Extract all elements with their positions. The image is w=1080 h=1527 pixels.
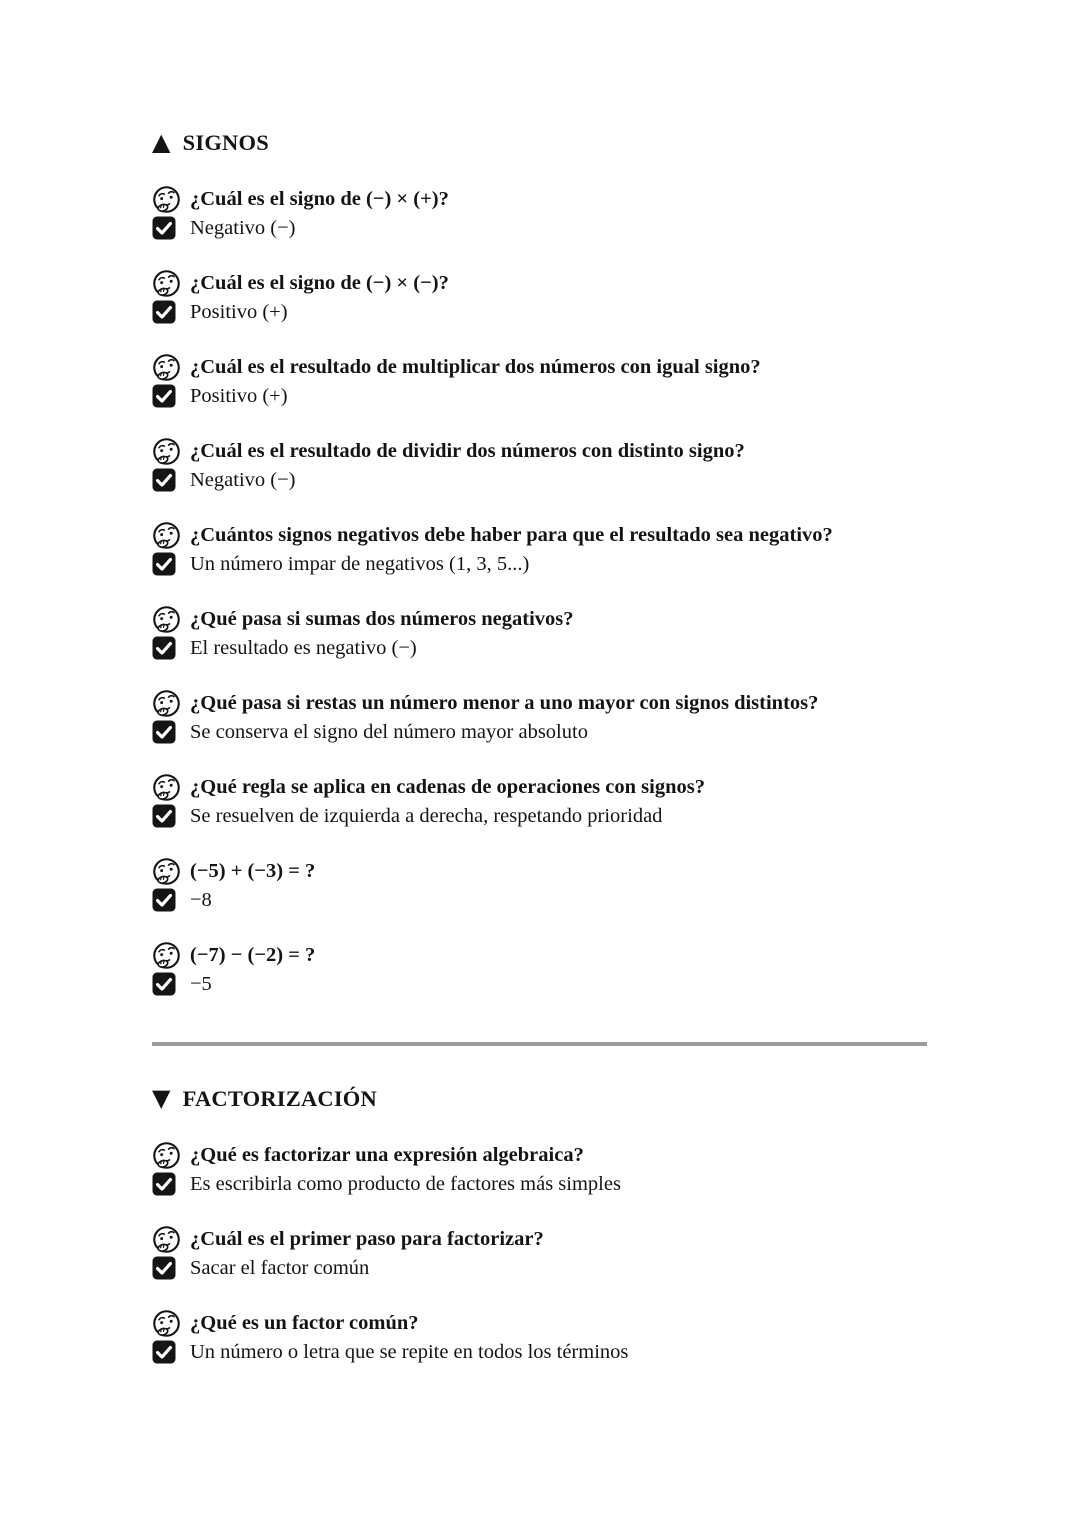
question-text: ¿Cuántos signos negativos debe haber para que el resultado sea negativo? bbox=[190, 524, 833, 546]
question-text: (−5) + (−3) = ? bbox=[190, 860, 316, 882]
question-row bbox=[152, 185, 927, 214]
answer-row bbox=[152, 1254, 927, 1282]
question-row bbox=[152, 857, 927, 886]
question-row bbox=[152, 353, 927, 382]
checkbox-checked-icon bbox=[152, 300, 176, 324]
section-divider bbox=[152, 1042, 927, 1046]
question-text: ¿Cuál es el signo de (−) × (−)? bbox=[190, 272, 449, 294]
answer-row bbox=[152, 466, 927, 494]
answer-row bbox=[152, 634, 927, 662]
thinking-face-icon bbox=[152, 1309, 181, 1338]
question-text: ¿Cuál es el resultado de multiplicar dos números con igual signo? bbox=[190, 356, 761, 378]
section bbox=[152, 128, 927, 998]
question-row bbox=[152, 773, 927, 802]
answer-row bbox=[152, 886, 927, 914]
thinking-face-icon bbox=[152, 1225, 181, 1254]
flashcard-item bbox=[152, 269, 927, 326]
answer-text: −5 bbox=[190, 973, 212, 995]
question-text: ¿Cuál es el signo de (−) × (+)? bbox=[190, 188, 449, 210]
section-title: SIGNOS bbox=[182, 130, 269, 155]
question-row bbox=[152, 437, 927, 466]
answer-row bbox=[152, 802, 927, 830]
section-heading bbox=[152, 128, 927, 158]
checkbox-checked-icon bbox=[152, 888, 176, 912]
flashcard-item bbox=[152, 353, 927, 410]
answer-text: Positivo (+) bbox=[190, 385, 288, 407]
thinking-face-icon bbox=[152, 689, 181, 718]
question-row bbox=[152, 941, 927, 970]
checkbox-checked-icon bbox=[152, 1256, 176, 1280]
answer-row bbox=[152, 1338, 927, 1366]
checkbox-checked-icon bbox=[152, 1340, 176, 1364]
question-text: (−7) − (−2) = ? bbox=[190, 944, 316, 966]
answer-text: Se resuelven de izquierda a derecha, respetando prioridad bbox=[190, 805, 663, 827]
answer-text: Es escribirla como producto de factores más simples bbox=[190, 1173, 621, 1195]
flashcard-item bbox=[152, 857, 927, 914]
thinking-face-icon bbox=[152, 521, 181, 550]
answer-text: Positivo (+) bbox=[190, 301, 288, 323]
answer-row bbox=[152, 382, 927, 410]
flashcard-item bbox=[152, 689, 927, 746]
thinking-face-icon bbox=[152, 437, 181, 466]
thinking-face-icon bbox=[152, 773, 181, 802]
flashcard-item bbox=[152, 185, 927, 242]
checkbox-checked-icon bbox=[152, 972, 176, 996]
answer-text: Negativo (−) bbox=[190, 217, 296, 239]
question-text: ¿Qué es un factor común? bbox=[190, 1312, 419, 1334]
section-heading bbox=[152, 1084, 927, 1114]
thinking-face-icon bbox=[152, 941, 181, 970]
answer-text: −8 bbox=[190, 889, 212, 911]
question-row bbox=[152, 1225, 927, 1254]
answer-row bbox=[152, 214, 927, 242]
question-text: ¿Qué regla se aplica en cadenas de operaciones con signos? bbox=[190, 776, 705, 798]
answer-row bbox=[152, 970, 927, 998]
question-text: ¿Cuál es el primer paso para factorizar? bbox=[190, 1228, 544, 1250]
checkbox-checked-icon bbox=[152, 468, 176, 492]
answer-text: Un número impar de negativos (1, 3, 5...) bbox=[190, 553, 530, 575]
question-row bbox=[152, 1309, 927, 1338]
checkbox-checked-icon bbox=[152, 552, 176, 576]
flashcard-item bbox=[152, 1141, 927, 1198]
question-row bbox=[152, 689, 927, 718]
section-triangle-icon: ▲ bbox=[152, 128, 171, 156]
section bbox=[152, 1084, 927, 1366]
checkbox-checked-icon bbox=[152, 216, 176, 240]
question-row bbox=[152, 605, 927, 634]
answer-row bbox=[152, 718, 927, 746]
thinking-face-icon bbox=[152, 1141, 181, 1170]
checkbox-checked-icon bbox=[152, 636, 176, 660]
answer-row bbox=[152, 298, 927, 326]
flashcard-item bbox=[152, 941, 927, 998]
answer-text: Negativo (−) bbox=[190, 469, 296, 491]
flashcard-item bbox=[152, 1225, 927, 1282]
flashcard-item bbox=[152, 773, 927, 830]
checkbox-checked-icon bbox=[152, 720, 176, 744]
flashcard-item bbox=[152, 437, 927, 494]
answer-text: Se conserva el signo del número mayor absoluto bbox=[190, 721, 588, 743]
thinking-face-icon bbox=[152, 353, 181, 382]
section-triangle-icon: ▼ bbox=[152, 1084, 171, 1112]
answer-text: El resultado es negativo (−) bbox=[190, 637, 417, 659]
question-text: ¿Qué es factorizar una expresión algebraica? bbox=[190, 1144, 584, 1166]
flashcard-item bbox=[152, 1309, 927, 1366]
question-text: ¿Cuál es el resultado de dividir dos números con distinto signo? bbox=[190, 440, 745, 462]
answer-row bbox=[152, 1170, 927, 1198]
flashcard-item bbox=[152, 521, 927, 578]
answer-row bbox=[152, 550, 927, 578]
question-row bbox=[152, 1141, 927, 1170]
question-text: ¿Qué pasa si restas un número menor a uno mayor con signos distintos? bbox=[190, 692, 819, 714]
question-row bbox=[152, 521, 927, 550]
thinking-face-icon bbox=[152, 185, 181, 214]
question-row bbox=[152, 269, 927, 298]
thinking-face-icon bbox=[152, 269, 181, 298]
thinking-face-icon bbox=[152, 605, 181, 634]
thinking-face-icon bbox=[152, 857, 181, 886]
question-text: ¿Qué pasa si sumas dos números negativos? bbox=[190, 608, 574, 630]
flashcard-item bbox=[152, 605, 927, 662]
checkbox-checked-icon bbox=[152, 384, 176, 408]
answer-text: Sacar el factor común bbox=[190, 1257, 370, 1279]
answer-text: Un número o letra que se repite en todos los términos bbox=[190, 1341, 629, 1363]
section-title: FACTORIZACIÓN bbox=[182, 1086, 377, 1111]
checkbox-checked-icon bbox=[152, 1172, 176, 1196]
checkbox-checked-icon bbox=[152, 804, 176, 828]
